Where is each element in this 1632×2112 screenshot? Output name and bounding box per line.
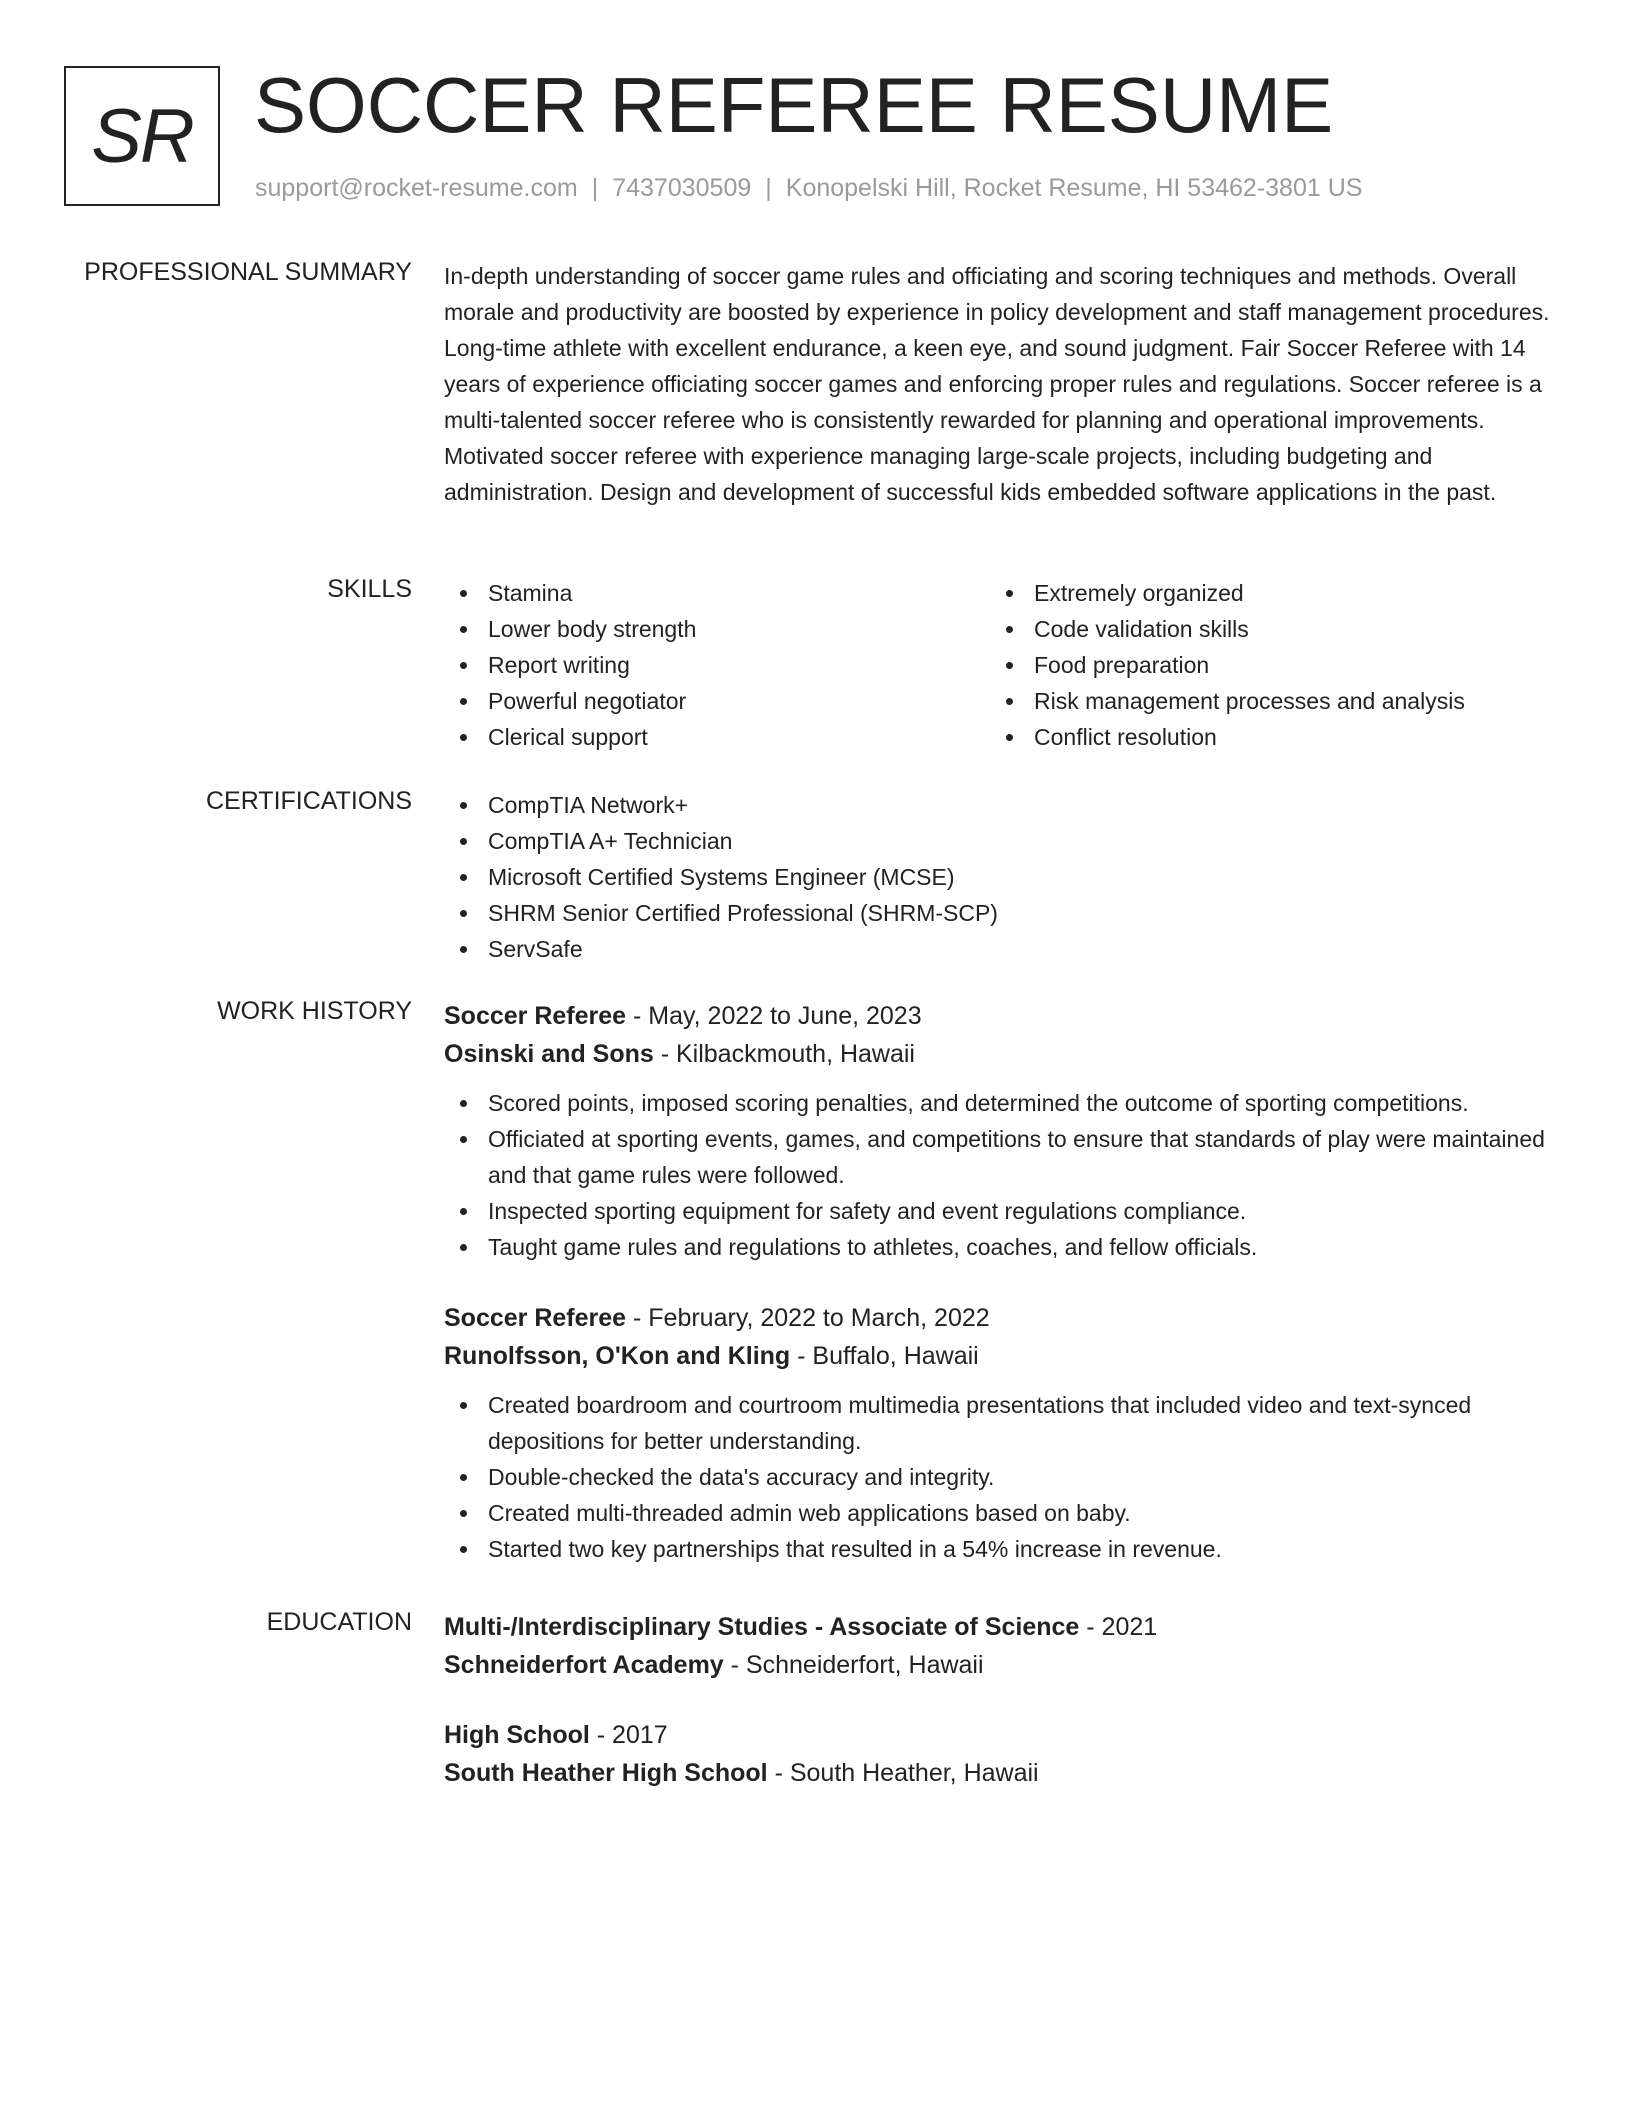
resume-header <box>64 61 1568 212</box>
contact-separator: | <box>591 174 599 202</box>
skills-grid <box>444 575 1568 755</box>
contact-line <box>255 174 1362 203</box>
education-body <box>444 1608 1568 1824</box>
list-item: SHRM Senior Certified Professional (SHRM-SCP) <box>444 895 1568 931</box>
list-item: Code validation skills <box>990 611 1536 647</box>
job-title-line <box>444 1299 1568 1337</box>
list-item: Food preparation <box>990 647 1536 683</box>
section-label-work-history: WORK HISTORY <box>217 997 412 1025</box>
list-item: Lower body strength <box>444 611 990 647</box>
job-entry <box>444 1299 1568 1567</box>
list-item: Microsoft Certified Systems Engineer (MCSE) <box>444 859 1568 895</box>
section-label-skills: SKILLS <box>327 575 412 603</box>
job-company: Runolfsson, O'Kon and Kling <box>444 1342 791 1370</box>
list-item: Created boardroom and courtroom multimedia presentations that included video and text-synced depositions for better understanding. <box>444 1387 1568 1459</box>
list-item: Conflict resolution <box>990 719 1536 755</box>
education-school: Schneiderfort Academy <box>444 1651 724 1679</box>
certifications-list <box>444 787 1568 967</box>
job-title: Soccer Referee <box>444 1002 627 1030</box>
education-degree-line <box>444 1608 1568 1646</box>
skills-body <box>444 575 1568 755</box>
list-item: Scored points, imposed scoring penalties, and determined the outcome of sporting competitions. <box>444 1085 1568 1121</box>
list-item: Stamina <box>444 575 990 611</box>
job-title: Soccer Referee <box>444 1304 627 1332</box>
list-item: Extremely organized <box>990 575 1536 611</box>
education-entry <box>444 1608 1568 1684</box>
education-location: - Schneiderfort, Hawaii <box>723 1651 984 1679</box>
job-dates: - February, 2022 to March, 2022 <box>626 1304 990 1332</box>
contact-email[interactable]: support@rocket-resume.com <box>255 174 578 202</box>
job-company-line <box>444 1337 1568 1375</box>
job-bullets <box>444 1085 1568 1265</box>
skills-list-left <box>444 575 990 755</box>
section-label-education: EDUCATION <box>266 1608 412 1636</box>
list-item: Officiated at sporting events, games, and competitions to ensure that standards of play were maintained and that game rules were followed. <box>444 1121 1568 1193</box>
summary-body <box>444 258 1568 510</box>
contact-separator: | <box>765 174 772 202</box>
certifications-body <box>444 787 1568 967</box>
skills-list-right <box>990 575 1536 755</box>
list-item: Powerful negotiator <box>444 683 990 719</box>
list-item: CompTIA Network+ <box>444 787 1568 823</box>
summary-text: In-depth understanding of soccer game rules and officiating and scoring techniques and methods. Overall morale and productivity are boosted by experience in policy development and staff management procedures. Long-time athlete with excellent endurance, a keen eye, and sound judgment. Fair Soccer Referee with 14 years of experience officiating soccer games and enforcing proper rules and regulations. Soccer referee is a multi-talented soccer referee who is consistently rewarded for planning and operational improvements. Motivated soccer referee with experience managing large-scale projects, including budgeting and administration. Design and development of successful kids embedded software applications in the past. <box>444 263 1550 505</box>
education-degree: Multi-/Interdisciplinary Studies - Associate of Science <box>444 1613 1080 1641</box>
contact-phone[interactable]: 7437030509 <box>612 174 752 202</box>
work-history-body <box>444 997 1568 1601</box>
education-year: - 2021 <box>1079 1613 1158 1641</box>
list-item: ServSafe <box>444 931 1568 967</box>
list-item: Taught game rules and regulations to athletes, coaches, and fellow officials. <box>444 1229 1568 1265</box>
education-location: - South Heather, Hawaii <box>767 1759 1039 1787</box>
contact-address: Konopelski Hill, Rocket Resume, HI 53462-3801 US <box>785 174 1363 202</box>
education-entry <box>444 1716 1568 1792</box>
list-item: Inspected sporting equipment for safety and event regulations compliance. <box>444 1193 1568 1229</box>
education-school-line <box>444 1754 1568 1792</box>
job-dates: - May, 2022 to June, 2023 <box>626 1002 922 1030</box>
education-degree-line <box>444 1716 1568 1754</box>
section-label-summary: PROFESSIONAL SUMMARY <box>84 258 412 286</box>
education-year: - 2017 <box>589 1721 668 1749</box>
job-bullets <box>444 1387 1568 1567</box>
list-item: Report writing <box>444 647 990 683</box>
list-item: Created multi-threaded admin web applications based on baby. <box>444 1495 1568 1531</box>
education-degree: High School <box>444 1721 590 1749</box>
section-label-certifications: CERTIFICATIONS <box>205 787 412 815</box>
list-item: Double-checked the data's accuracy and integrity. <box>444 1459 1568 1495</box>
job-entry <box>444 997 1568 1265</box>
job-location: - Buffalo, Hawaii <box>790 1342 979 1370</box>
job-company-line <box>444 1035 1568 1073</box>
monogram-logo: SR <box>64 66 220 206</box>
list-item: Clerical support <box>444 719 990 755</box>
job-title-line <box>444 997 1568 1035</box>
list-item: CompTIA A+ Technician <box>444 823 1568 859</box>
job-location: - Kilbackmouth, Hawaii <box>653 1040 915 1068</box>
job-company: Osinski and Sons <box>444 1040 654 1068</box>
education-school: South Heather High School <box>444 1759 768 1787</box>
list-item: Started two key partnerships that resulted in a 54% increase in revenue. <box>444 1531 1568 1567</box>
education-school-line <box>444 1646 1568 1684</box>
list-item: Risk management processes and analysis <box>990 683 1536 719</box>
resume-title: SOCCER REFEREE RESUME <box>254 61 1334 149</box>
